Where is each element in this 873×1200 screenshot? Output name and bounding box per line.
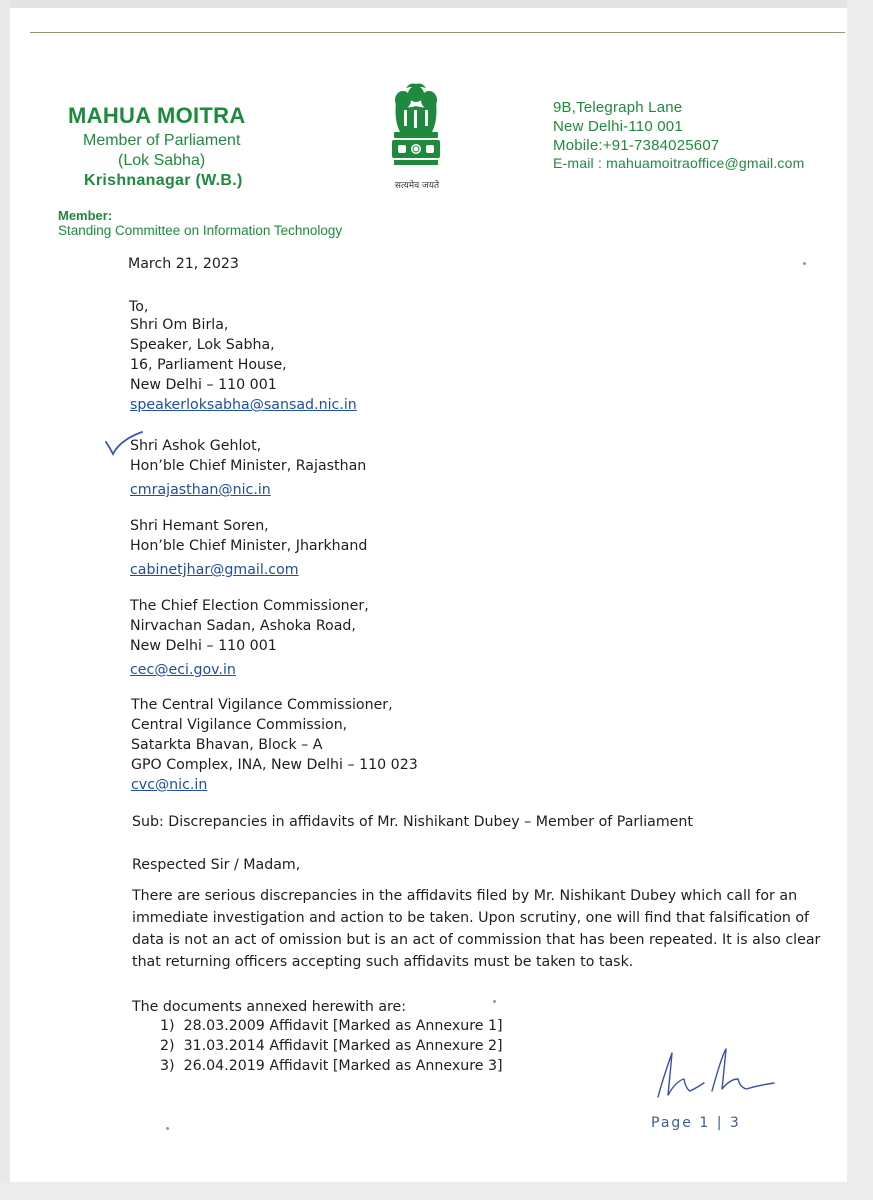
recipient-line: Nirvachan Sadan, Ashoka Road, bbox=[130, 618, 356, 634]
recipient-line: The Central Vigilance Commissioner, bbox=[131, 697, 393, 713]
recipient-line: Shri Ashok Gehlot, bbox=[130, 438, 262, 454]
list-item-text: 28.03.2009 Affidavit [Marked as Annexure 1] bbox=[183, 1018, 503, 1034]
scan-border-right bbox=[847, 0, 873, 1200]
recipient-line: Hon’ble Chief Minister, Jharkhand bbox=[130, 538, 368, 554]
sender-house: (Lok Sabha) bbox=[118, 152, 206, 169]
scan-border-bottom bbox=[0, 1182, 873, 1200]
membership-value: Standing Committee on Information Technology bbox=[58, 223, 343, 238]
list-item-number: 2) bbox=[160, 1038, 175, 1054]
salutation-to: To, bbox=[129, 299, 149, 315]
recipient-line: GPO Complex, INA, New Delhi – 110 023 bbox=[131, 757, 418, 773]
recipient-cm-rajasthan bbox=[130, 436, 366, 500]
scan-speck bbox=[166, 1127, 169, 1130]
sender-name: MAHUA MOITRA bbox=[68, 103, 246, 128]
page-number: Page 1 | 3 bbox=[651, 1115, 741, 1131]
recipient-email-link[interactable]: cvc@nic.in bbox=[131, 777, 208, 793]
letterhead-rule bbox=[30, 32, 845, 33]
recipient-email-link[interactable]: cabinetjhar@gmail.com bbox=[130, 562, 299, 578]
address-line-1: 9B,Telegraph Lane bbox=[553, 99, 683, 116]
list-item-number: 1) bbox=[160, 1018, 175, 1034]
recipient-line: New Delhi – 110 001 bbox=[130, 377, 277, 393]
annexure-list bbox=[160, 1016, 503, 1076]
recipient-line: New Delhi – 110 001 bbox=[130, 638, 277, 654]
recipient-cvc bbox=[131, 695, 418, 795]
list-item bbox=[160, 1036, 503, 1056]
scan-speck bbox=[803, 262, 806, 265]
recipient-email-link[interactable]: cec@eci.gov.in bbox=[130, 662, 236, 678]
scan-border-top bbox=[0, 0, 873, 8]
recipient-email-link[interactable]: speakerloksabha@sansad.nic.in bbox=[130, 397, 357, 413]
list-item bbox=[160, 1056, 503, 1076]
recipient-line: Satarkta Bhavan, Block – A bbox=[131, 737, 323, 753]
recipient-line: Shri Hemant Soren, bbox=[130, 518, 269, 534]
recipient-speaker bbox=[130, 315, 357, 415]
scan-speck bbox=[493, 1000, 496, 1003]
address-line-2: New Delhi-110 001 bbox=[553, 118, 683, 135]
recipient-line: The Chief Election Commissioner, bbox=[130, 598, 369, 614]
national-emblem-icon bbox=[384, 80, 448, 180]
mobile-number: Mobile:+91-7384025607 bbox=[553, 137, 720, 154]
recipient-line: Hon’ble Chief Minister, Rajasthan bbox=[130, 458, 367, 474]
membership-label: Member: bbox=[58, 208, 113, 223]
recipient-email-link[interactable]: cmrajasthan@nic.in bbox=[130, 482, 271, 498]
letter-greeting: Respected Sir / Madam, bbox=[132, 857, 301, 873]
scan-border-left bbox=[0, 0, 10, 1200]
list-item bbox=[160, 1016, 503, 1036]
recipient-line: Speaker, Lok Sabha, bbox=[130, 337, 275, 353]
signature-image bbox=[650, 1045, 780, 1105]
sender-designation: Member of Parliament bbox=[83, 132, 241, 149]
recipient-cec bbox=[130, 596, 369, 680]
email-address: E-mail : mahuamoitraoffice@gmail.com bbox=[553, 155, 805, 171]
recipient-cm-jharkhand bbox=[130, 516, 367, 580]
recipient-line: 16, Parliament House, bbox=[130, 357, 287, 373]
letter-body-paragraph: There are serious discrepancies in the affidavits filed by Mr. Nishikant Dubey which call for an immediate investigation and action to be taken. Upon scrutiny, one will find that falsification of data is not an act of omission but is an act of commission that has been repeated. It is also clear that returning officers accepting such affidavits must be taken to task. bbox=[132, 888, 821, 970]
annexures-intro: The documents annexed herewith are: bbox=[132, 999, 407, 1015]
recipient-line: Central Vigilance Commission, bbox=[131, 717, 348, 733]
list-item-text: 31.03.2014 Affidavit [Marked as Annexure 2] bbox=[183, 1038, 503, 1054]
emblem-motto: सत्यमेव जयते bbox=[394, 181, 440, 191]
list-item-number: 3) bbox=[160, 1058, 175, 1074]
recipient-line: Shri Om Birla, bbox=[130, 317, 229, 333]
sender-constituency: Krishnanagar (W.B.) bbox=[84, 172, 243, 189]
letter-date: March 21, 2023 bbox=[128, 256, 239, 272]
list-item-text: 26.04.2019 Affidavit [Marked as Annexure 3] bbox=[183, 1058, 503, 1074]
letter-subject: Sub: Discrepancies in affidavits of Mr. Nishikant Dubey – Member of Parliament bbox=[132, 814, 693, 830]
